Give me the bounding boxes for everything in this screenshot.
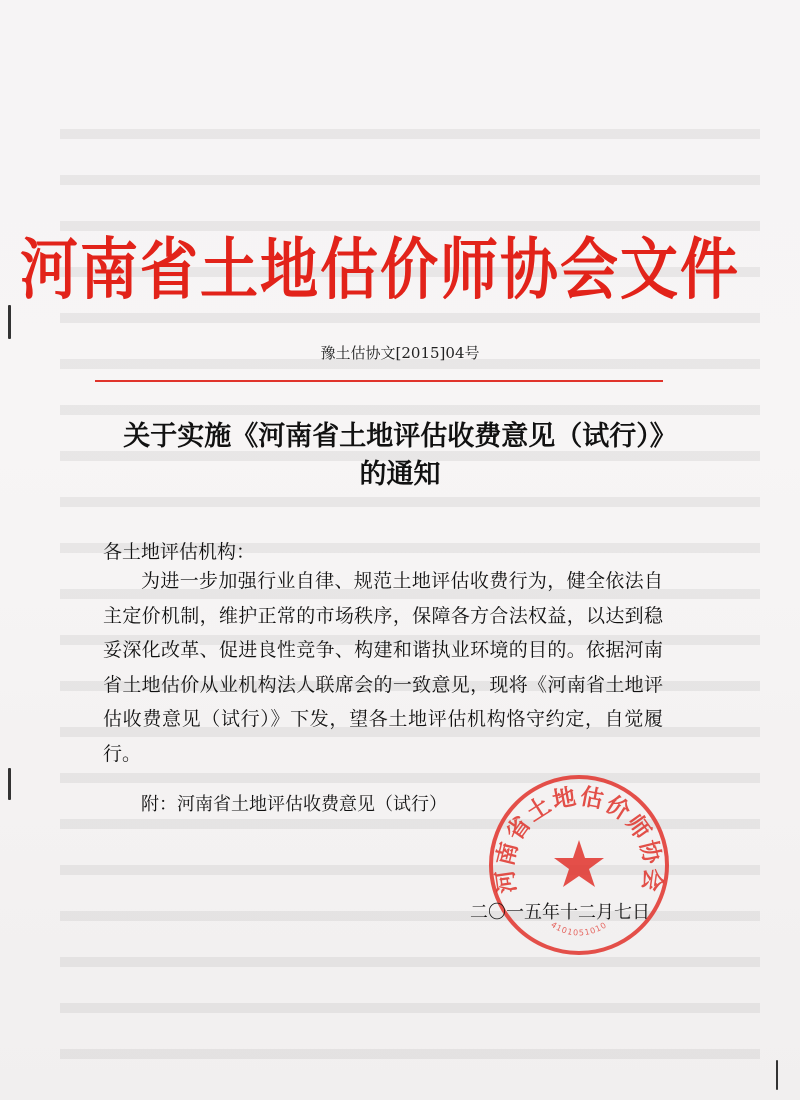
- document-header-title: 河南省土地估价师协会文件: [19, 230, 740, 309]
- notice-title-line-2: 的通知: [359, 459, 441, 490]
- notice-body-paragraph: 为进一步加强行业自律、规范土地评估收费行为，健全依法自主定价机制，维护正常的市场秩序，保障各方合法权益，以达到稳妥深化改革、促进良性竞争、构建和谐执业环境的目的。依据河南省土地估价从业机构法人联席会的一致意见，现将《河南省土地评估收费意见（试行）》下发，望各土地评估机构恪守约定，自觉履行。: [103, 570, 663, 765]
- attachment-line: 附：河南省土地评估收费意见（试行）: [141, 794, 447, 815]
- seal-ring-text: 河南省土地估价师协会: [492, 783, 666, 895]
- notice-title-line-1: 关于实施《河南省土地评估收费意见（试行）》: [123, 421, 677, 452]
- seal-code-text: 4101051010: [549, 920, 609, 938]
- red-divider-rule: [95, 380, 663, 382]
- salutation: 各土地评估机构：: [103, 541, 256, 563]
- punch-mark-right: [776, 1060, 778, 1090]
- official-seal: [484, 770, 674, 960]
- seal-star: [554, 840, 604, 887]
- issue-date: 二〇一五年十二月七日: [470, 902, 650, 923]
- document-number: 豫土估协文[2015]04号: [320, 344, 480, 362]
- punch-mark-bottom: [8, 768, 11, 800]
